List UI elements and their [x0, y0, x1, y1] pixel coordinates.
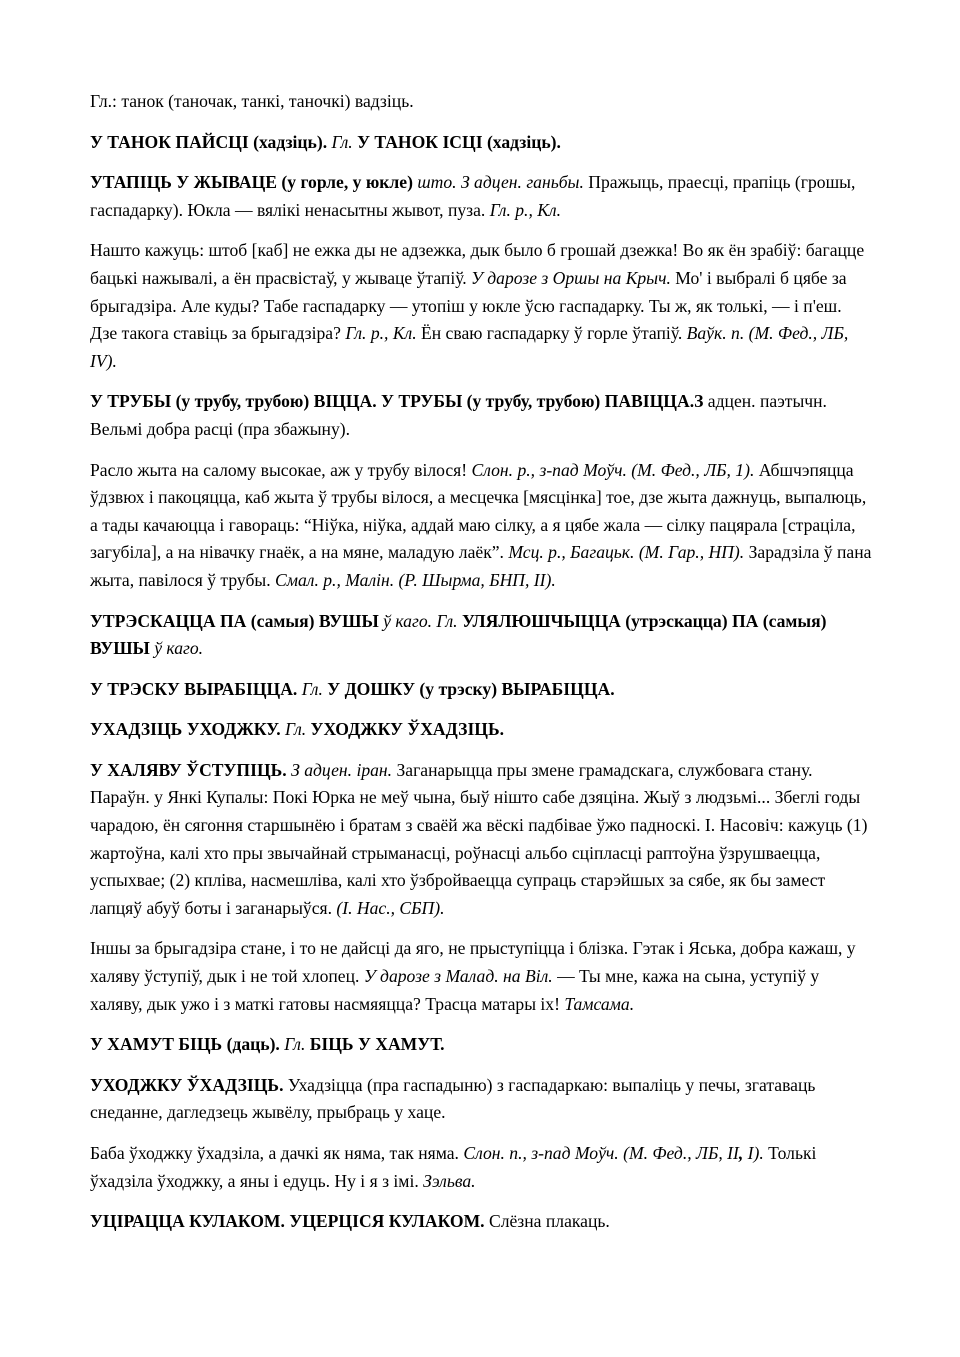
paragraph: [90, 935, 872, 1018]
paragraph: [90, 388, 872, 443]
paragraph: [90, 716, 872, 744]
paragraph: [90, 676, 872, 704]
text-run: УТАПІЦЬ У ЖЫВАЦЕ (у горле, у юкле): [90, 172, 418, 193]
paragraph: [90, 457, 872, 595]
text-run: Расло жыта на салому высокае, аж у трубу вілося!: [90, 459, 472, 480]
text-run: адцен. паэтычн. Вельмі добра расці (пра збажыну).: [90, 391, 827, 439]
text-run: У ДОШКУ (у трэску) ВЫРАБІЦЦА.: [327, 678, 615, 699]
text-run: Заганарыцца пры змене грамадскага, службовага стану. Параўн. у Янкі Купалы: Покі Юрка не меў чына, быў нішто сабе дзяціна. Жыў з людзьмі... Збеглі годы чарадою, ён сягоння старшынёю і братам з сваёй жа вёскі падбівае ўжо падноскі. І. Насовіч: кажуць (1) жартоўна, калі хто пры звычайнай стрыманасці, роўнасці альбо сціпласці раптоўна ўзрушваецца, успыхвае; (2) кпліва, насмешліва, калі хто ўзбройваецца супраць старэйшых за сябе, як бы замест лапцяў абуў боты і заганарыўся.: [90, 759, 868, 918]
text-run: У ТРУБЫ (у трубу, трубою) ВІЦЦА. У ТРУБЫ (у трубу, трубою) ПАВІЦЦА.З: [90, 391, 708, 412]
text-run: У ХАЛЯВУ ЎСТУПІЦЬ.: [90, 759, 292, 780]
text-run: Абшчэпяцца ўдзвюх і пакоцяцца, каб жыта ў трубы вілося, а месцечка [мясцінка] тое, дзе жыта дажнуць, выпалюць, а тады качаюцца і гавораць: “Ніўка, ніўка, аддай маю сілку, а я цябе жала — сілку пацярала [страціла, загубіла], а на нівачку гнаёк, а на мяне, маладую лаёк”.: [90, 459, 867, 563]
text-run: Гл. р., Кл.: [345, 323, 421, 344]
text-run: Нашто кажуць: штоб [каб] не ежка ды не адзежка, дык было б грошай дзежка! Во як ён зрабіў: багацце бацькі нажывалі, а ён прасвістаў, у жываце ўтапіў.: [90, 240, 865, 288]
text-run: Слон. п., з-пад Моўч. (М. Фед., ЛБ, II: [463, 1143, 739, 1163]
text-run: У дарозе з Малад. на Віл.: [363, 966, 558, 987]
text-run: Гл. р., Кл.: [489, 199, 562, 220]
text-run: (І. Нас., СБП).: [336, 897, 445, 918]
paragraph: [90, 1072, 872, 1127]
text-run: У ХАМУТ БІЦЬ (даць).: [90, 1034, 285, 1055]
text-run: З адцен. іран.: [291, 759, 397, 780]
text-run: што. З адцен. ганьбы.: [417, 172, 589, 193]
text-run: ў каго. Гл.: [383, 610, 462, 631]
text-run: У ТАНОК ПАЙСЦІ (хадзіць).: [90, 131, 332, 152]
paragraph: [90, 608, 872, 663]
paragraph: [90, 88, 872, 116]
text-run: Зэльва.: [423, 1170, 476, 1191]
text-run: Гл.: танок (таночак, танкі, таночкі) вадзіць.: [90, 91, 414, 111]
text-run: У дарозе з Оршы на Крыч.: [471, 267, 676, 288]
text-run: У ТРЭСКУ ВЫРАБІЦЦА.: [90, 678, 302, 699]
text-run: Гл.: [301, 678, 328, 699]
text-run: Гл.: [331, 131, 358, 152]
text-run: УЦІРАЦЦА КУЛАКОМ. УЦЕРЦІСЯ КУЛАКОМ.: [90, 1211, 489, 1232]
text-run: ў каго.: [154, 638, 204, 659]
text-run: Мо' і выбралі б цябе за брыгадзіра. Але куды? Табе гаспадарку — утопіш у юкле ўсю гаспадарку. Ты ж, як толькі, — і п'еш. Дзе такога ставіць за брыгадзіра?: [90, 267, 847, 344]
paragraphs: [90, 88, 872, 1236]
text-run: Тамсама.: [564, 993, 635, 1014]
text-run: У ТАНОК ІСЦІ (хадзіць).: [357, 131, 561, 152]
text-run: Гл.: [284, 1034, 310, 1055]
paragraph: [90, 1140, 872, 1195]
text-run: Ён сваю гаспадарку ў горле ўтапіў.: [421, 323, 687, 344]
text-run: УХАДЗІЦЬ УХОДЖКУ.: [90, 719, 285, 740]
text-run: УТРЭСКАЦЦА ПА (самыя) ВУШЫ: [90, 610, 384, 631]
text-run: Толькі ўхадзіла ўходжку, а яны і едуць. Ну і я з імі.: [90, 1143, 817, 1191]
text-run: Ухадзіцца (пра гаспадыню) з гаспадаркаю: выпаліць у печы, згатаваць снеданне, дагледзець жывёлу, прыбраць у хаце.: [90, 1074, 816, 1123]
paragraph: [90, 757, 872, 923]
text-run: Мсц. р., Багацьк. (М. Гар., НП).: [508, 542, 749, 563]
text-run: УХОДЖКУ ЎХАДЗІЦЬ.: [310, 719, 505, 740]
text-run: Зарадзіла ў пана жыта, павілося ў трубы.: [90, 542, 872, 590]
text-run: I).: [743, 1143, 769, 1163]
paragraph: [90, 169, 872, 224]
text-run: Пражыць, праесці, прапіць (грошы, гаспадарку). Юкла — вялікі ненасытны жывот, пуза.: [90, 172, 856, 220]
text-run: Смал. р., Малін. (Р. Шырма, БНП, II).: [275, 569, 556, 590]
paragraph: [90, 237, 872, 375]
text-run: — Ты мне, кажа на сына, уступіў у халяву, дык ужо і з маткі гатовы насмяяцца? Трасца матары іх!: [90, 966, 820, 1014]
text-run: Баба ўходжку ўхадзіла, а дачкі як няма, так няма.: [90, 1143, 464, 1163]
text-run: Слон. р., з-пад Моўч. (М. Фед., ЛБ, 1).: [471, 459, 759, 480]
text-run: Слёзна плакаць.: [488, 1211, 610, 1232]
text-run: Гл.: [285, 719, 311, 740]
paragraph: [90, 1208, 872, 1236]
paragraph: [90, 129, 872, 157]
text-run: УХОДЖКУ ЎХАДЗІЦЬ.: [90, 1074, 288, 1095]
paragraph: [90, 1031, 872, 1059]
text-run: УЛЯЛЮШЧЫЦЦА (утрэскацца) ПА (самыя) ВУШЫ: [90, 610, 827, 659]
text-run: Ваўк. п. (М. Фед., ЛБ, IV).: [90, 323, 849, 371]
text-run: Іншы за брыгадзіра стане, і то не дайсці да яго, не прыступіцца і блізка. Гэтак і Яська, добра кажаш, у халяву ўступіў, дык і не той хлопец.: [90, 938, 856, 987]
text-run: ,: [738, 1143, 744, 1163]
text-run: БІЦЬ У ХАМУТ.: [309, 1034, 445, 1055]
